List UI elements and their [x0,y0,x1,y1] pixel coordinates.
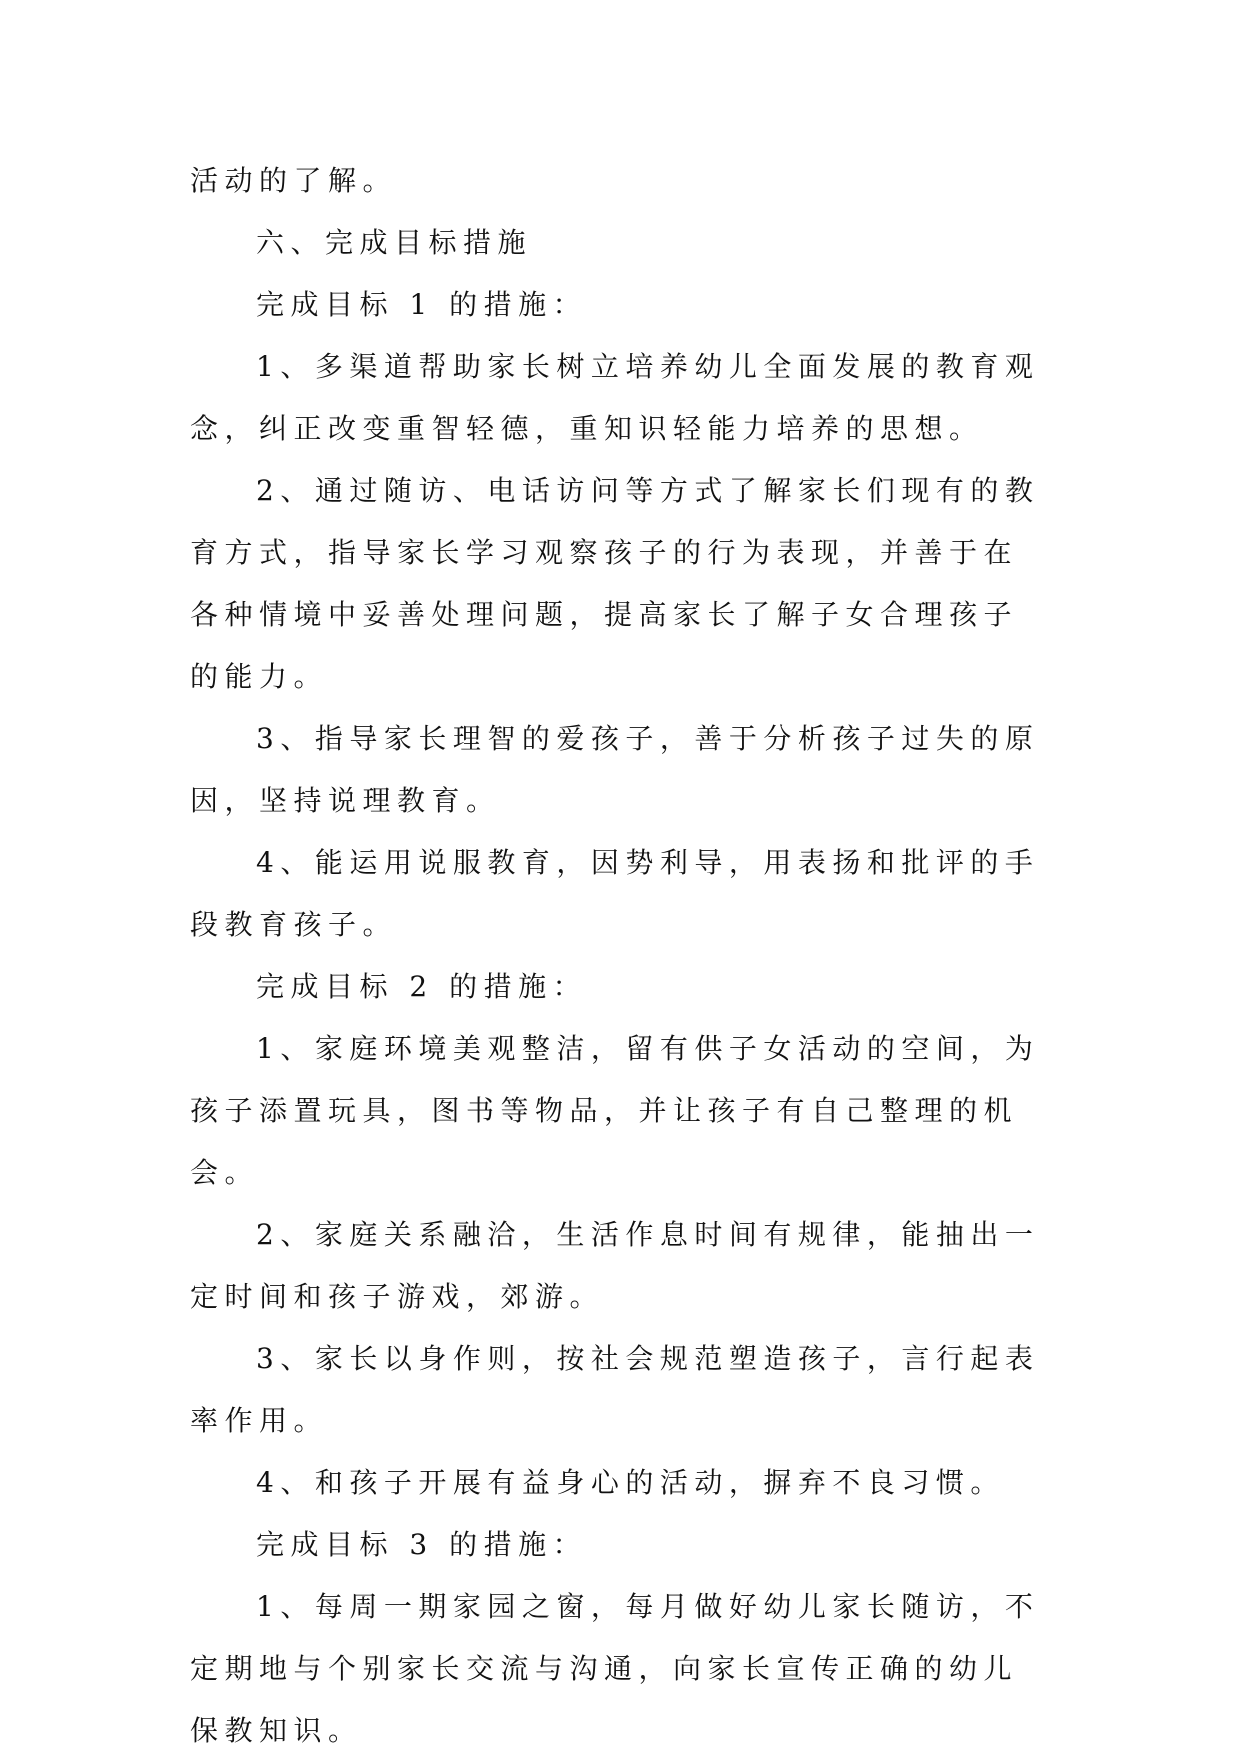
goal-1-heading: 完成目标 1 的措施： [256,288,588,321]
goal-2-item-4: 4、和孩子开展有益身心的活动，摒弃不良习惯。 [256,1466,1005,1499]
goal-1-item-2: 2、通过随访、电话访问等方式了解家长们现有的教育方式，指导家长学习观察孩子的行为表现，并善于在各种情境中妥善处理问题，提高家长了解子女合理孩子的能力。 [190,474,1040,693]
goal-2-item-1: 1、家庭环境美观整洁，留有供子女活动的空间，为孩子添置玩具，图书等物品，并让孩子有自己整理的机会。 [190,1032,1040,1189]
goal-3-heading: 完成目标 3 的措施： [256,1528,588,1561]
goal-2-item-3: 3、家长以身作则，按社会规范塑造孩子，言行起表率作用。 [190,1342,1040,1437]
paragraph-continuation: 活动的了解。 [190,164,398,197]
section-heading: 六、完成目标措施 [256,226,533,259]
goal-1-item-3: 3、指导家长理智的爱孩子，善于分析孩子过失的原因，坚持说理教育。 [190,722,1040,817]
document-body [190,150,1050,1762]
goal-1-item-4: 4、能运用说服教育，因势利导，用表扬和批评的手段教育孩子。 [190,846,1040,941]
goal-3-item-1: 1、每周一期家园之窗，每月做好幼儿家长随访，不定期地与个别家长交流与沟通，向家长宣传正确的幼儿保教知识。 [190,1590,1040,1747]
goal-2-item-2: 2、家庭关系融洽，生活作息时间有规律，能抽出一定时间和孩子游戏，郊游。 [190,1218,1040,1313]
goal-2-heading: 完成目标 2 的措施： [256,970,588,1003]
goal-1-item-1: 1、多渠道帮助家长树立培养幼儿全面发展的教育观念，纠正改变重智轻德，重知识轻能力培养的思想。 [190,350,1040,445]
